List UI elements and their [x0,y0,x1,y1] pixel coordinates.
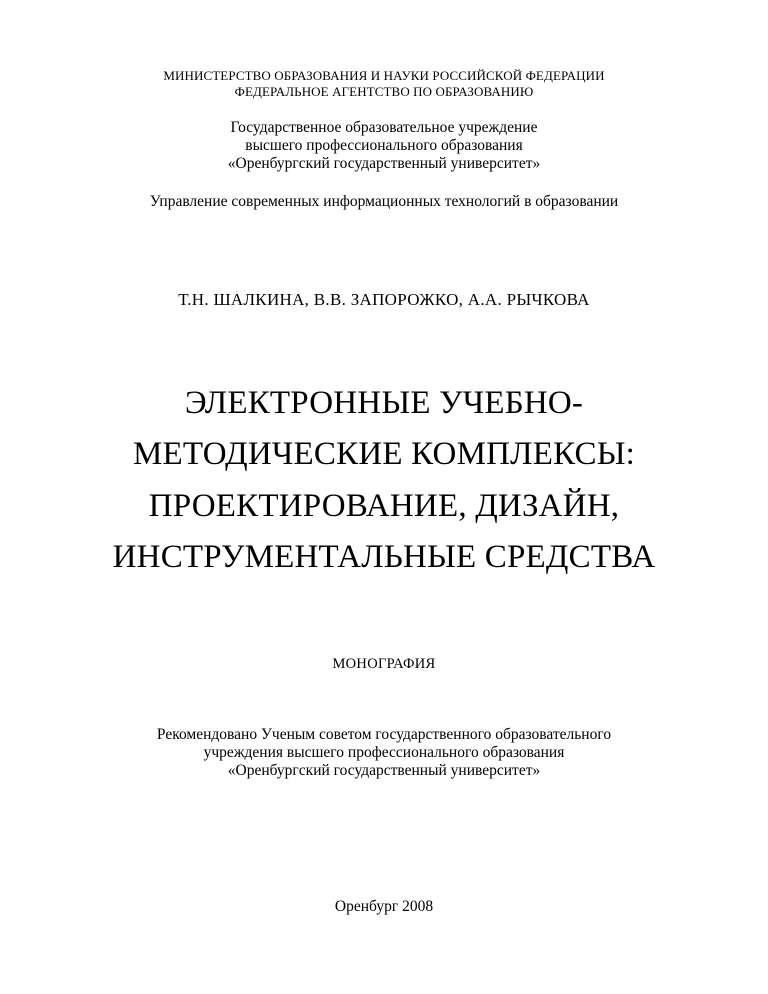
institution-line-1: Государственное образовательное учреждение [230,119,538,136]
book-title-line-3: ПРОЕКТИРОВАНИЕ, ДИЗАЙН, [148,488,620,524]
authors-line: Т.Н. ШАЛКИНА, В.В. ЗАПОРОЖКО, А.А. РЫЧКОВА [178,290,590,309]
book-title-line-4: ИНСТРУМЕНТАЛЬНЫЕ СРЕДСТВА [112,539,656,575]
recommendation-line-1: Рекомендовано Ученым советом государственного образовательного [156,726,612,743]
institution-line-3: «Оренбургский государственный университет» [227,155,541,172]
book-title-line-1: ЭЛЕКТРОННЫЕ УЧЕБНО- [184,385,584,421]
department-line: Управление современных информационных технологий в образовании [149,193,619,210]
ministry-line-2: ФЕДЕРАЛЬНОЕ АГЕНТСТВО ПО ОБРАЗОВАНИЮ [234,84,534,99]
book-title-line-2: МЕТОДИЧЕСКИЕ КОМПЛЕКСЫ: [132,436,636,472]
institution-line-2: высшего профессионального образования [245,137,523,154]
recommendation-line-3: «Оренбургский государственный университет» [227,762,541,779]
recommendation-line-2: учреждения высшего профессионального образования [203,744,565,761]
genre-label: МОНОГРАФИЯ [332,656,436,672]
ministry-line-1: МИНИСТЕРСТВО ОБРАЗОВАНИЯ И НАУКИ РОССИЙСКОЙ ФЕДЕРАЦИИ [163,68,605,83]
city-year: Оренбург 2008 [334,898,434,915]
